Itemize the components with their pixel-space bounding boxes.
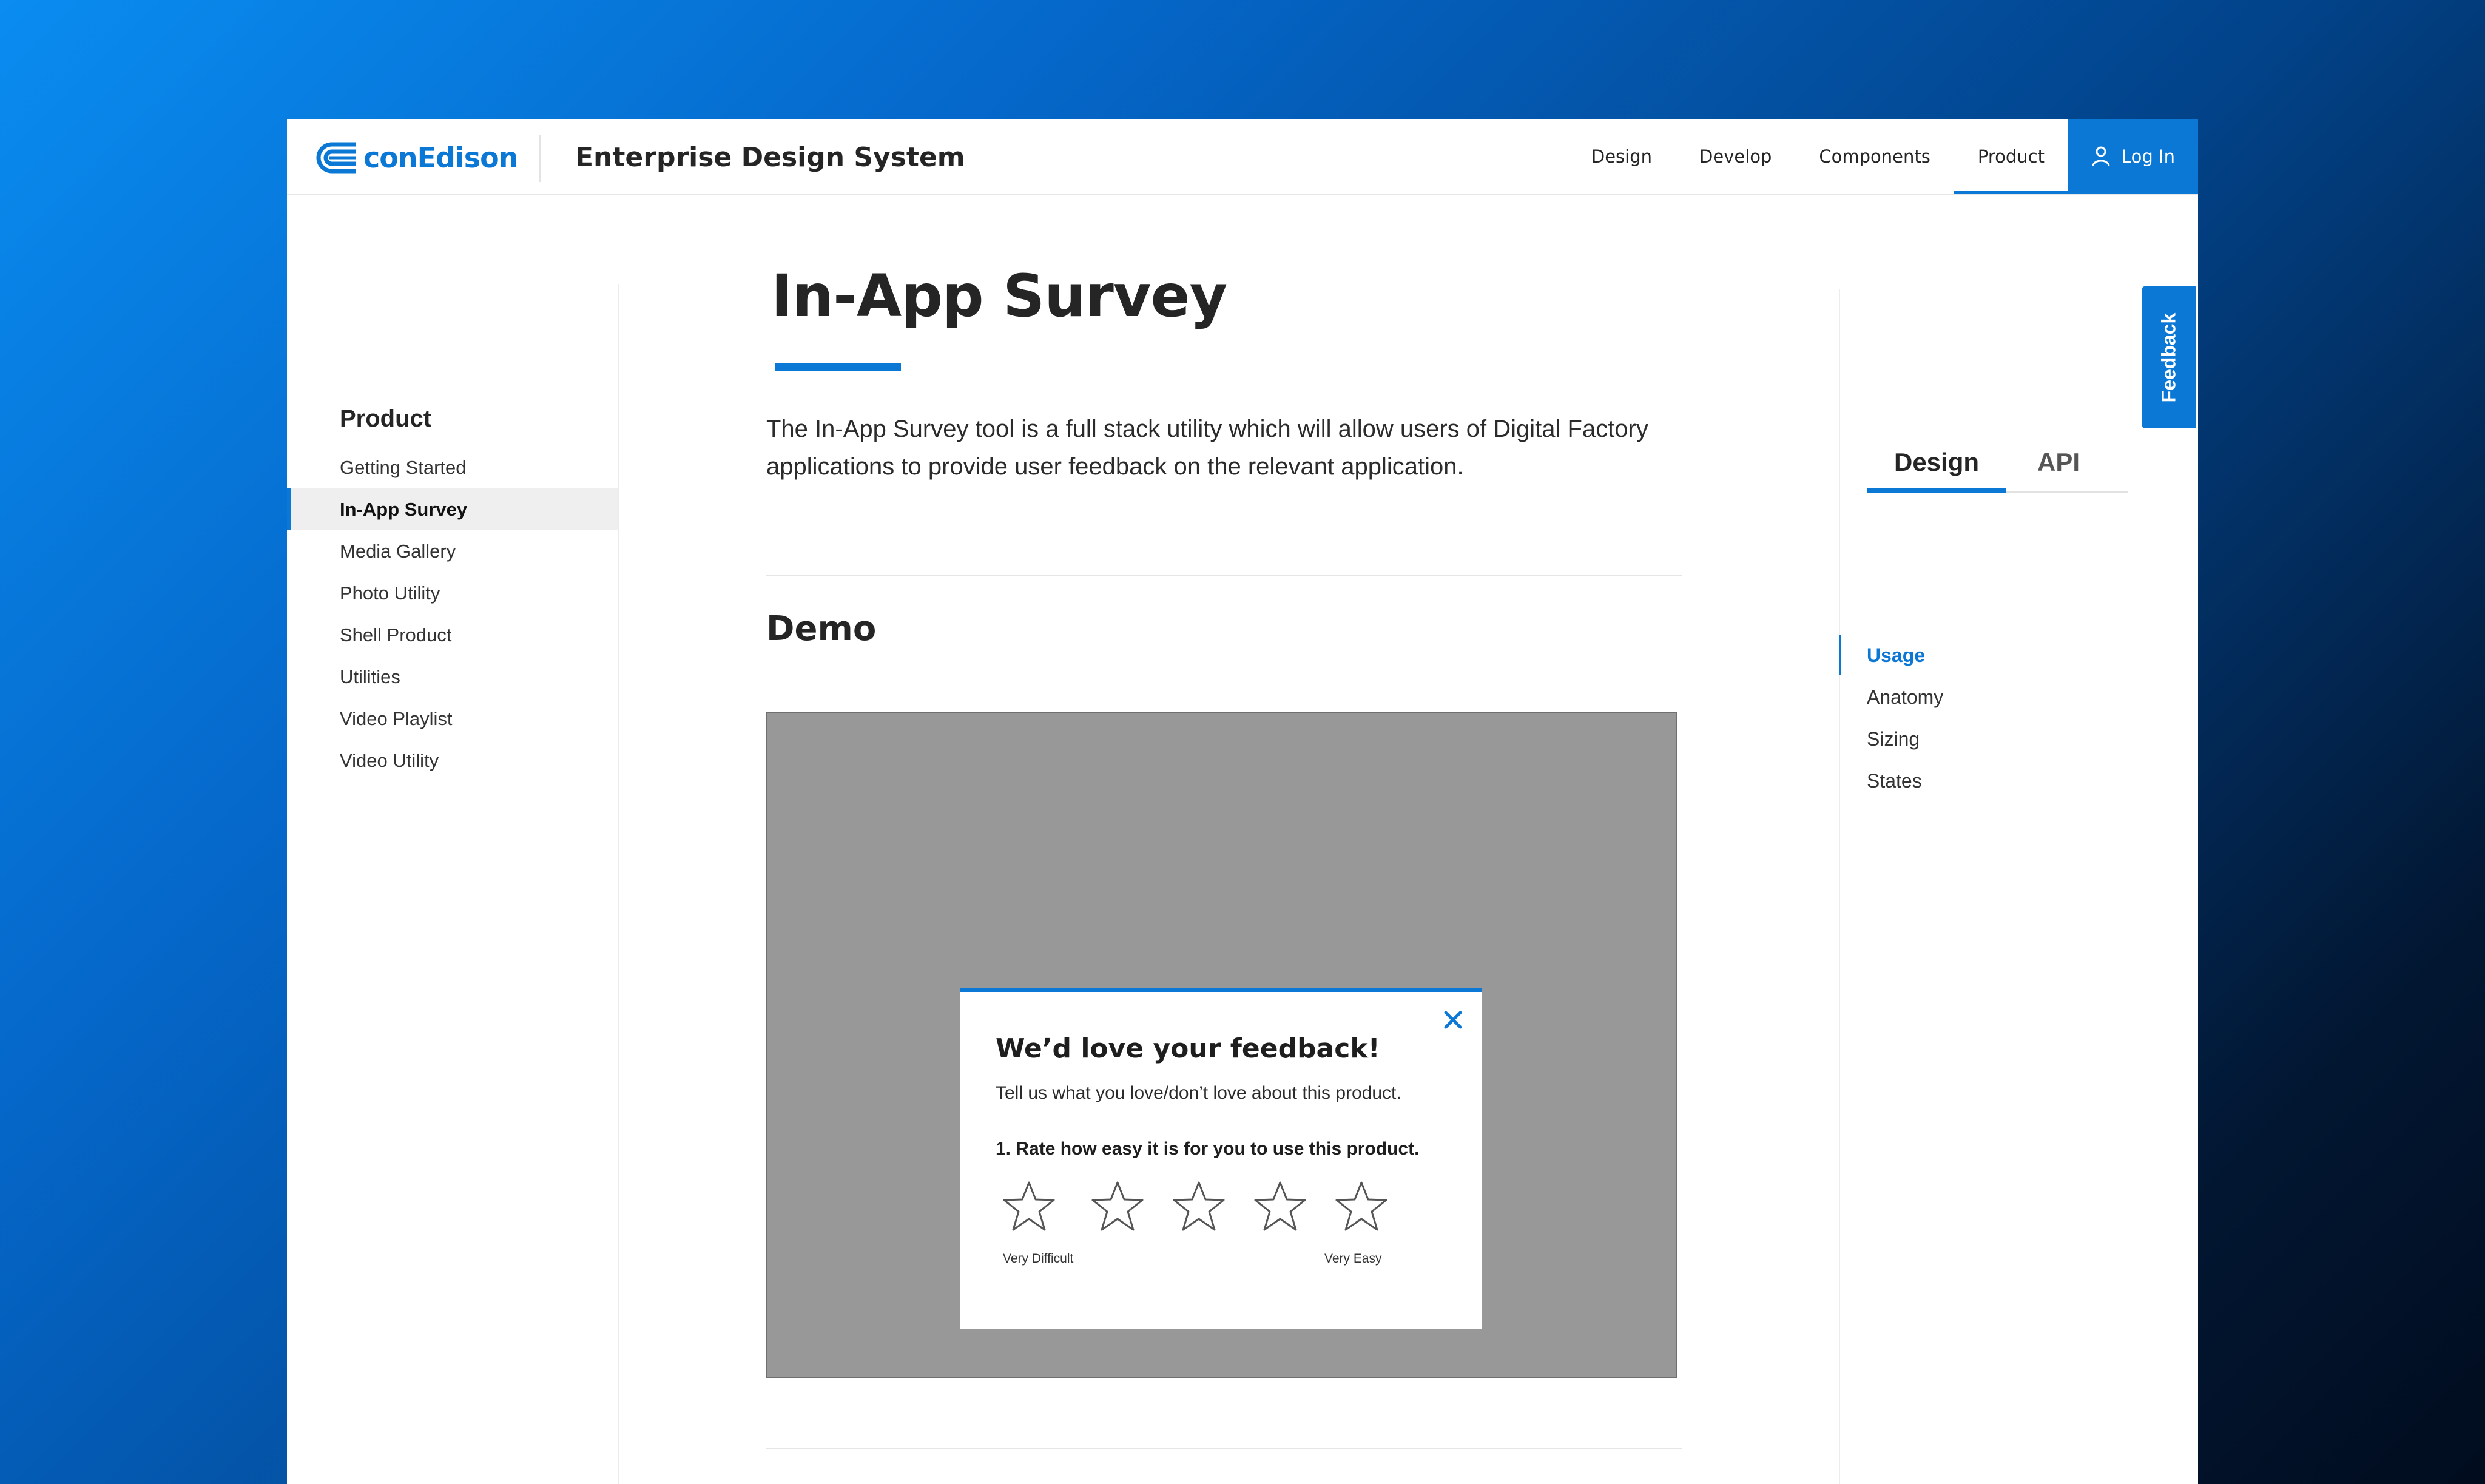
- star-icon: [1253, 1180, 1307, 1232]
- star-icon: [1334, 1180, 1389, 1232]
- demo-canvas: [766, 712, 1677, 1378]
- header-divider: [539, 135, 541, 182]
- survey-heading: We’d love your feedback!: [996, 1033, 1380, 1064]
- star-icon: [1172, 1180, 1226, 1232]
- page-toc: [1839, 635, 2142, 802]
- close-icon[interactable]: [1441, 1008, 1465, 1032]
- sidebar-list: [287, 447, 618, 781]
- sidebar-item-video-utility[interactable]: Video Utility: [340, 749, 439, 771]
- survey-subheading: Tell us what you love/don’t love about this product.: [996, 1083, 1401, 1103]
- rating-star-3[interactable]: [1158, 1180, 1239, 1241]
- right-panel-divider: [1839, 289, 1840, 1484]
- rating-scale-low-label: Very Difficult: [1003, 1252, 1074, 1266]
- nav-develop[interactable]: Develop: [1699, 146, 1772, 167]
- title-accent-rule: [775, 363, 901, 371]
- toc-item-usage[interactable]: Usage: [1839, 635, 2142, 676]
- rating-star-4[interactable]: [1239, 1180, 1321, 1241]
- survey-question: 1. Rate how easy it is for you to use this product.: [996, 1139, 1420, 1159]
- page-title: In-App Survey: [771, 262, 1227, 330]
- user-icon: [2091, 146, 2111, 167]
- star-icon: [1002, 1180, 1056, 1232]
- intro-paragraph: The In-App Survey tool is a full stack utility which will allow users of Digital Factory applications to provide user feedback on the relevant application.: [766, 416, 1648, 480]
- nav-product[interactable]: Product: [1954, 119, 2068, 194]
- main-nav: [1568, 119, 2198, 194]
- survey-modal: [960, 988, 1482, 1329]
- nav-design[interactable]: Design: [1591, 146, 1653, 167]
- conedison-logo-icon: [314, 140, 359, 176]
- feedback-tab-button[interactable]: [2142, 286, 2196, 428]
- section-divider-bottom: [766, 1448, 1682, 1449]
- top-header: [287, 119, 2198, 195]
- sidebar-item-getting-started[interactable]: Getting Started: [340, 456, 467, 478]
- rating-star-1[interactable]: [1002, 1180, 1077, 1241]
- toc-item-states[interactable]: States: [1867, 770, 1922, 792]
- rating-star-5[interactable]: [1321, 1180, 1402, 1241]
- tab-design[interactable]: Design: [1867, 447, 2006, 493]
- star-rating: [996, 1180, 1402, 1241]
- doc-tabs: [1867, 447, 2128, 493]
- sidebar-item-utilities[interactable]: Utilities: [340, 666, 400, 687]
- tab-api[interactable]: API: [2037, 448, 2080, 476]
- logo-wordmark: conEdison: [363, 141, 518, 174]
- app-window: [287, 119, 2198, 1484]
- toc-item-sizing[interactable]: Sizing: [1867, 728, 1920, 750]
- rating-scale-high-label: Very Easy: [1324, 1252, 1382, 1266]
- conedison-logo[interactable]: [314, 138, 518, 177]
- site-title[interactable]: Enterprise Design System: [575, 142, 965, 173]
- sidebar-item-media-gallery[interactable]: Media Gallery: [340, 540, 456, 562]
- sidebar-item-photo-utility[interactable]: Photo Utility: [340, 582, 440, 604]
- login-button[interactable]: [2068, 119, 2198, 194]
- login-label: Log In: [2122, 146, 2175, 167]
- star-icon: [1090, 1180, 1145, 1232]
- nav-components[interactable]: Components: [1819, 146, 1930, 167]
- sidebar-item-shell-product[interactable]: Shell Product: [340, 624, 452, 646]
- sidebar-item-in-app-survey[interactable]: In-App Survey: [287, 488, 618, 530]
- toc-item-anatomy[interactable]: Anatomy: [1867, 686, 1944, 708]
- section-divider: [766, 575, 1682, 576]
- rating-star-2[interactable]: [1077, 1180, 1158, 1241]
- section-title-demo: Demo: [766, 609, 877, 649]
- sidebar-heading: Product: [340, 405, 432, 432]
- feedback-tab-label: Feedback: [2157, 312, 2180, 402]
- sidebar-item-video-playlist[interactable]: Video Playlist: [340, 707, 453, 729]
